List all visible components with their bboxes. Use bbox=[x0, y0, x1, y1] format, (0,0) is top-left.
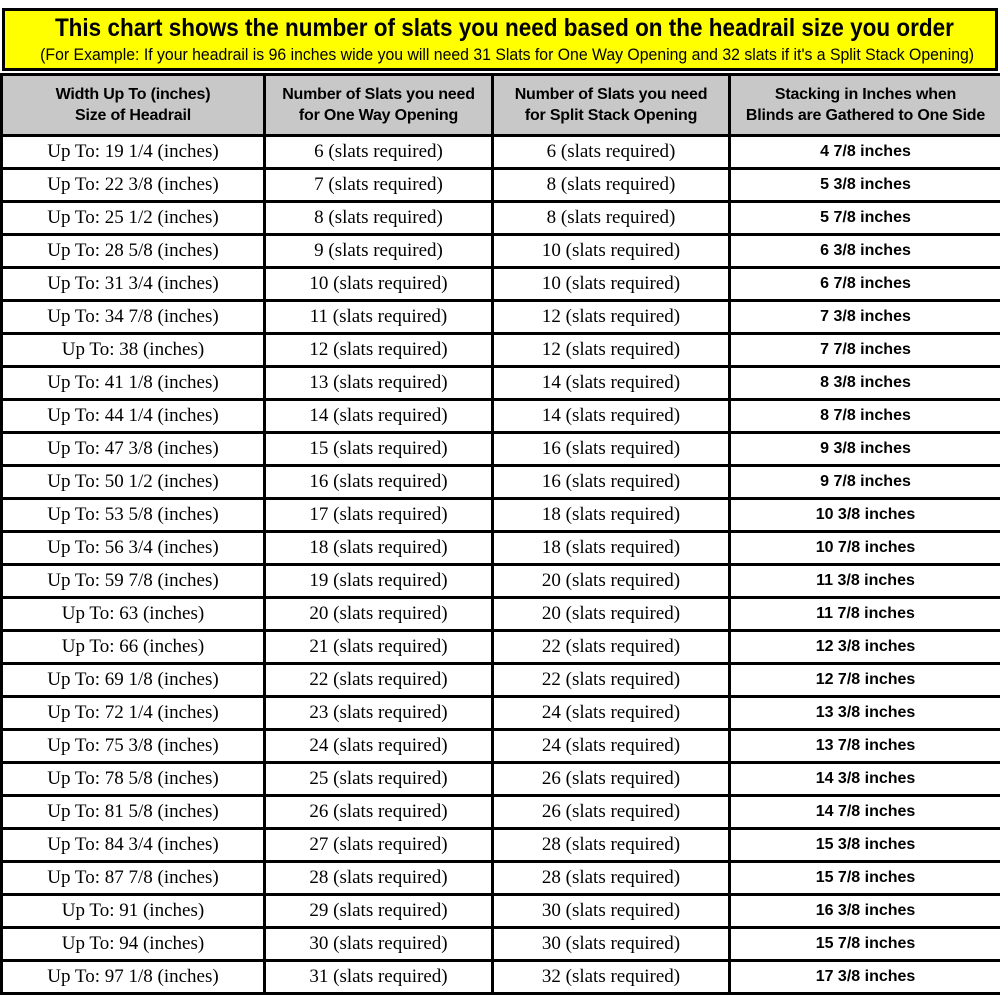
cell-one-way-slats: 29 (slats required) bbox=[265, 895, 493, 928]
column-header-line: Number of Slats you need bbox=[514, 86, 708, 103]
cell-split-stack-slats: 12 (slats required) bbox=[493, 334, 730, 367]
cell-one-way-slats: 21 (slats required) bbox=[265, 631, 493, 664]
cell-stacking-inches: 5 7/8 inches bbox=[730, 202, 1000, 235]
column-header-one-way-opening bbox=[265, 75, 493, 136]
cell-split-stack-slats: 26 (slats required) bbox=[493, 796, 730, 829]
cell-split-stack-slats: 20 (slats required) bbox=[493, 565, 730, 598]
cell-headrail-width: Up To: 97 1/8 (inches) bbox=[2, 961, 265, 994]
cell-split-stack-slats: 16 (slats required) bbox=[493, 466, 730, 499]
cell-one-way-slats: 27 (slats required) bbox=[265, 829, 493, 862]
cell-headrail-width: Up To: 94 (inches) bbox=[2, 928, 265, 961]
cell-split-stack-slats: 10 (slats required) bbox=[493, 235, 730, 268]
cell-stacking-inches: 11 3/8 inches bbox=[730, 565, 1000, 598]
cell-stacking-inches: 4 7/8 inches bbox=[730, 136, 1000, 169]
table-row bbox=[2, 136, 1000, 169]
cell-headrail-width: Up To: 87 7/8 (inches) bbox=[2, 862, 265, 895]
table-row bbox=[2, 202, 1000, 235]
cell-stacking-inches: 9 3/8 inches bbox=[730, 433, 1000, 466]
cell-headrail-width: Up To: 41 1/8 (inches) bbox=[2, 367, 265, 400]
cell-one-way-slats: 6 (slats required) bbox=[265, 136, 493, 169]
column-header-line: Width Up To (inches) bbox=[55, 86, 211, 103]
table-row bbox=[2, 565, 1000, 598]
table-row bbox=[2, 466, 1000, 499]
cell-headrail-width: Up To: 69 1/8 (inches) bbox=[2, 664, 265, 697]
cell-split-stack-slats: 28 (slats required) bbox=[493, 829, 730, 862]
column-header-line: for Split Stack Opening bbox=[524, 107, 698, 124]
cell-stacking-inches: 15 7/8 inches bbox=[730, 928, 1000, 961]
cell-split-stack-slats: 24 (slats required) bbox=[493, 730, 730, 763]
cell-headrail-width: Up To: 56 3/4 (inches) bbox=[2, 532, 265, 565]
cell-headrail-width: Up To: 63 (inches) bbox=[2, 598, 265, 631]
table-row bbox=[2, 862, 1000, 895]
cell-one-way-slats: 24 (slats required) bbox=[265, 730, 493, 763]
cell-one-way-slats: 9 (slats required) bbox=[265, 235, 493, 268]
table-row bbox=[2, 400, 1000, 433]
banner-title-row bbox=[5, 13, 995, 44]
cell-stacking-inches: 5 3/8 inches bbox=[730, 169, 1000, 202]
table-row bbox=[2, 961, 1000, 994]
cell-headrail-width: Up To: 53 5/8 (inches) bbox=[2, 499, 265, 532]
cell-one-way-slats: 26 (slats required) bbox=[265, 796, 493, 829]
cell-headrail-width: Up To: 25 1/2 (inches) bbox=[2, 202, 265, 235]
cell-split-stack-slats: 22 (slats required) bbox=[493, 631, 730, 664]
cell-stacking-inches: 14 3/8 inches bbox=[730, 763, 1000, 796]
table-row bbox=[2, 367, 1000, 400]
slats-table bbox=[0, 73, 1000, 995]
cell-split-stack-slats: 18 (slats required) bbox=[493, 499, 730, 532]
column-header-split-stack-opening bbox=[493, 75, 730, 136]
table-row bbox=[2, 499, 1000, 532]
table-row bbox=[2, 631, 1000, 664]
cell-headrail-width: Up To: 75 3/8 (inches) bbox=[2, 730, 265, 763]
banner-subtitle-row bbox=[5, 44, 995, 66]
cell-split-stack-slats: 32 (slats required) bbox=[493, 961, 730, 994]
cell-one-way-slats: 22 (slats required) bbox=[265, 664, 493, 697]
table-row bbox=[2, 334, 1000, 367]
cell-stacking-inches: 6 3/8 inches bbox=[730, 235, 1000, 268]
cell-headrail-width: Up To: 91 (inches) bbox=[2, 895, 265, 928]
table-row bbox=[2, 268, 1000, 301]
cell-headrail-width: Up To: 50 1/2 (inches) bbox=[2, 466, 265, 499]
cell-one-way-slats: 25 (slats required) bbox=[265, 763, 493, 796]
cell-stacking-inches: 17 3/8 inches bbox=[730, 961, 1000, 994]
cell-headrail-width: Up To: 47 3/8 (inches) bbox=[2, 433, 265, 466]
cell-one-way-slats: 7 (slats required) bbox=[265, 169, 493, 202]
column-header-stacking bbox=[730, 75, 1000, 136]
cell-split-stack-slats: 30 (slats required) bbox=[493, 895, 730, 928]
table-row bbox=[2, 697, 1000, 730]
column-header-line: Stacking in Inches when bbox=[774, 86, 957, 103]
cell-stacking-inches: 6 7/8 inches bbox=[730, 268, 1000, 301]
cell-headrail-width: Up To: 59 7/8 (inches) bbox=[2, 565, 265, 598]
cell-split-stack-slats: 10 (slats required) bbox=[493, 268, 730, 301]
cell-split-stack-slats: 14 (slats required) bbox=[493, 367, 730, 400]
table-row bbox=[2, 433, 1000, 466]
cell-split-stack-slats: 14 (slats required) bbox=[493, 400, 730, 433]
cell-stacking-inches: 15 7/8 inches bbox=[730, 862, 1000, 895]
cell-split-stack-slats: 16 (slats required) bbox=[493, 433, 730, 466]
cell-headrail-width: Up To: 34 7/8 (inches) bbox=[2, 301, 265, 334]
header-row bbox=[2, 75, 1000, 136]
table-row bbox=[2, 796, 1000, 829]
column-header-line: Blinds are Gathered to One Side bbox=[745, 107, 986, 124]
table-row bbox=[2, 301, 1000, 334]
cell-stacking-inches: 14 7/8 inches bbox=[730, 796, 1000, 829]
cell-stacking-inches: 13 3/8 inches bbox=[730, 697, 1000, 730]
cell-one-way-slats: 18 (slats required) bbox=[265, 532, 493, 565]
cell-one-way-slats: 31 (slats required) bbox=[265, 961, 493, 994]
cell-headrail-width: Up To: 38 (inches) bbox=[2, 334, 265, 367]
chart-subtitle: (For Example: If your headrail is 96 inches wide you will need 31 Slats for One Way Opening and 32 slats if it's a Split Stack Opening) bbox=[40, 45, 975, 64]
table-row bbox=[2, 895, 1000, 928]
cell-headrail-width: Up To: 81 5/8 (inches) bbox=[2, 796, 265, 829]
cell-one-way-slats: 20 (slats required) bbox=[265, 598, 493, 631]
cell-headrail-width: Up To: 22 3/8 (inches) bbox=[2, 169, 265, 202]
title-banner bbox=[2, 8, 998, 71]
table-row bbox=[2, 598, 1000, 631]
cell-headrail-width: Up To: 44 1/4 (inches) bbox=[2, 400, 265, 433]
cell-stacking-inches: 10 3/8 inches bbox=[730, 499, 1000, 532]
cell-split-stack-slats: 18 (slats required) bbox=[493, 532, 730, 565]
cell-stacking-inches: 9 7/8 inches bbox=[730, 466, 1000, 499]
table-row bbox=[2, 532, 1000, 565]
cell-one-way-slats: 8 (slats required) bbox=[265, 202, 493, 235]
cell-stacking-inches: 8 7/8 inches bbox=[730, 400, 1000, 433]
cell-one-way-slats: 12 (slats required) bbox=[265, 334, 493, 367]
cell-headrail-width: Up To: 31 3/4 (inches) bbox=[2, 268, 265, 301]
chart-title: This chart shows the number of slats you need based on the headrail size you order bbox=[54, 14, 954, 42]
cell-headrail-width: Up To: 19 1/4 (inches) bbox=[2, 136, 265, 169]
column-header-line: Size of Headrail bbox=[75, 107, 191, 124]
cell-split-stack-slats: 6 (slats required) bbox=[493, 136, 730, 169]
cell-one-way-slats: 16 (slats required) bbox=[265, 466, 493, 499]
cell-headrail-width: Up To: 66 (inches) bbox=[2, 631, 265, 664]
cell-split-stack-slats: 28 (slats required) bbox=[493, 862, 730, 895]
cell-split-stack-slats: 20 (slats required) bbox=[493, 598, 730, 631]
cell-one-way-slats: 30 (slats required) bbox=[265, 928, 493, 961]
cell-stacking-inches: 12 7/8 inches bbox=[730, 664, 1000, 697]
table-header bbox=[2, 75, 1000, 136]
column-header-line: for One Way Opening bbox=[298, 107, 459, 124]
cell-stacking-inches: 12 3/8 inches bbox=[730, 631, 1000, 664]
cell-stacking-inches: 13 7/8 inches bbox=[730, 730, 1000, 763]
cell-one-way-slats: 15 (slats required) bbox=[265, 433, 493, 466]
cell-stacking-inches: 16 3/8 inches bbox=[730, 895, 1000, 928]
cell-stacking-inches: 7 3/8 inches bbox=[730, 301, 1000, 334]
cell-stacking-inches: 8 3/8 inches bbox=[730, 367, 1000, 400]
table-row bbox=[2, 829, 1000, 862]
cell-headrail-width: Up To: 72 1/4 (inches) bbox=[2, 697, 265, 730]
cell-one-way-slats: 19 (slats required) bbox=[265, 565, 493, 598]
cell-stacking-inches: 11 7/8 inches bbox=[730, 598, 1000, 631]
cell-headrail-width: Up To: 28 5/8 (inches) bbox=[2, 235, 265, 268]
cell-split-stack-slats: 26 (slats required) bbox=[493, 763, 730, 796]
cell-split-stack-slats: 8 (slats required) bbox=[493, 169, 730, 202]
cell-one-way-slats: 13 (slats required) bbox=[265, 367, 493, 400]
table-row bbox=[2, 730, 1000, 763]
cell-split-stack-slats: 12 (slats required) bbox=[493, 301, 730, 334]
cell-stacking-inches: 7 7/8 inches bbox=[730, 334, 1000, 367]
cell-one-way-slats: 23 (slats required) bbox=[265, 697, 493, 730]
table-row bbox=[2, 664, 1000, 697]
cell-headrail-width: Up To: 78 5/8 (inches) bbox=[2, 763, 265, 796]
table-row bbox=[2, 235, 1000, 268]
table-body bbox=[2, 136, 1000, 994]
cell-stacking-inches: 10 7/8 inches bbox=[730, 532, 1000, 565]
cell-one-way-slats: 14 (slats required) bbox=[265, 400, 493, 433]
cell-split-stack-slats: 8 (slats required) bbox=[493, 202, 730, 235]
cell-one-way-slats: 17 (slats required) bbox=[265, 499, 493, 532]
table-row bbox=[2, 763, 1000, 796]
cell-split-stack-slats: 24 (slats required) bbox=[493, 697, 730, 730]
cell-split-stack-slats: 22 (slats required) bbox=[493, 664, 730, 697]
column-header-headrail-width bbox=[2, 75, 265, 136]
cell-one-way-slats: 28 (slats required) bbox=[265, 862, 493, 895]
table-row bbox=[2, 169, 1000, 202]
cell-one-way-slats: 11 (slats required) bbox=[265, 301, 493, 334]
cell-split-stack-slats: 30 (slats required) bbox=[493, 928, 730, 961]
table-row bbox=[2, 928, 1000, 961]
cell-stacking-inches: 15 3/8 inches bbox=[730, 829, 1000, 862]
cell-headrail-width: Up To: 84 3/4 (inches) bbox=[2, 829, 265, 862]
column-header-line: Number of Slats you need bbox=[282, 86, 475, 103]
cell-one-way-slats: 10 (slats required) bbox=[265, 268, 493, 301]
